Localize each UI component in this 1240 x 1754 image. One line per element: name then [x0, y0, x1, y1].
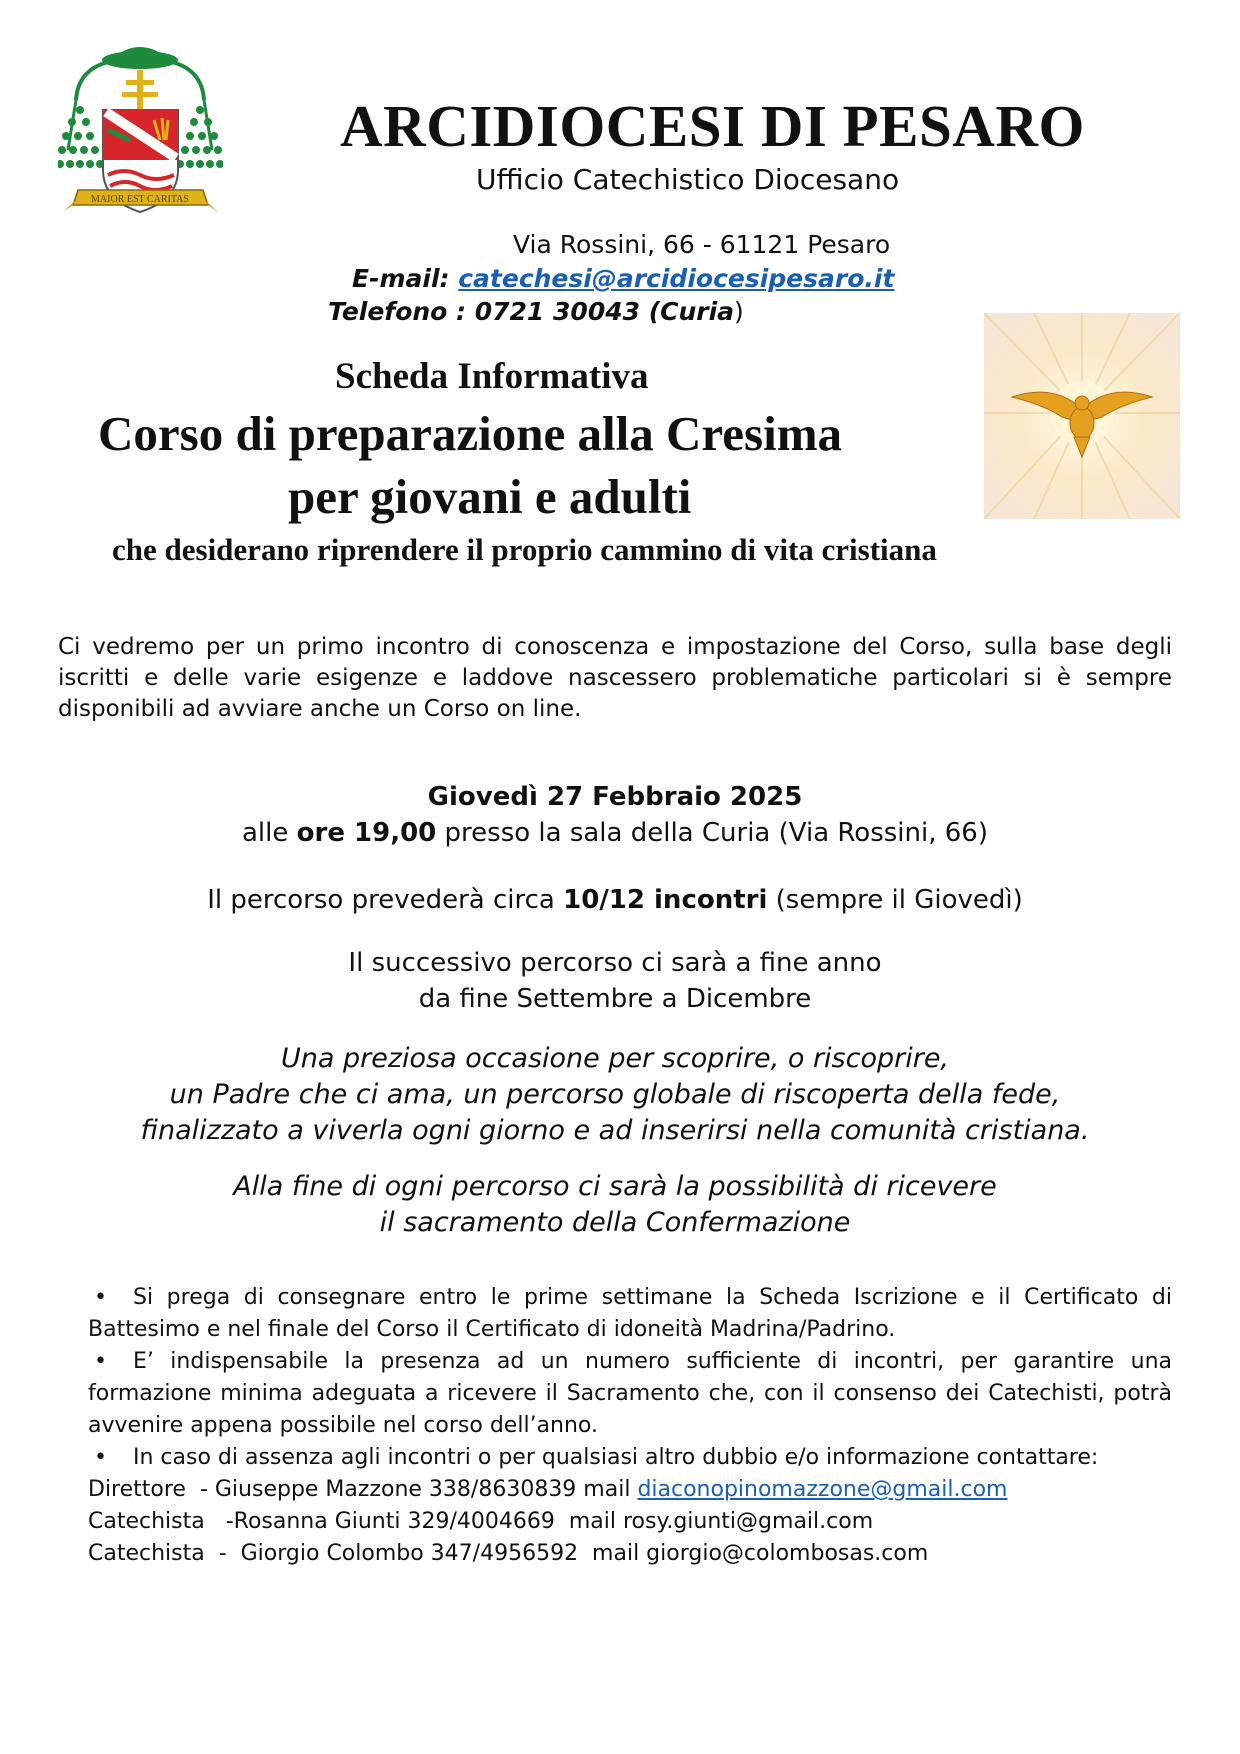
coat-of-arms	[58, 40, 223, 250]
course-title-line1: Corso di preparazione alla Cresima	[98, 406, 843, 461]
first-meeting-date: Giovedì 27 Febbraio 2025	[427, 782, 803, 812]
note-item	[88, 1346, 1172, 1442]
address: Via Rossini, 66 - 61121 Pesaro	[513, 230, 891, 259]
sacrament-block	[58, 1169, 1172, 1241]
contact-catechist	[88, 1538, 1172, 1570]
note-text: Si prega di consegnare entro le prime settimane la Scheda Iscrizione e il Certificato di Battesimo e nel finale del Corso il Certificato di idoneità Madrina/Padrino.	[88, 1285, 1172, 1342]
time-prefix: alle	[242, 818, 297, 848]
contact-text: Catechista -Rosanna Giunti 329/4004669 mail rosy.giunti@gmail.com	[88, 1509, 874, 1534]
plan-bold: 10/12 incontri	[563, 885, 768, 915]
sacrament-line1: Alla fine di ogni percorso ci sarà la possibilità di ricevere	[233, 1171, 997, 1202]
time-suffix: presso la sala della Curia (Via Rossini, 66)	[436, 818, 988, 848]
sacrament-line2: il sacramento della Confermazione	[379, 1207, 851, 1238]
course-title-line2: per giovani e adulti	[288, 469, 692, 524]
notes-list	[88, 1282, 1172, 1570]
next-line1: Il successivo percorso ci sarà a fine anno	[348, 948, 882, 978]
phone-close: )	[734, 297, 744, 326]
plan-prefix: Il percorso prevederà circa	[207, 885, 564, 915]
note-text: E’ indispensabile la presenza ad un numero sufficiente di incontri, per garantire una formazione minima adeguata a ricevere il Sacramento che, con il consenso dei Catechisti, potrà avvenire appena possibile nel corso dell’anno.	[88, 1349, 1172, 1438]
quote-line1: Una preziosa occasione per scoprire, o riscoprire,	[280, 1043, 950, 1074]
course-plan	[58, 882, 1172, 918]
note-item	[88, 1442, 1172, 1474]
next-line2: da fine Settembre a Dicembre	[418, 984, 812, 1014]
meeting-time-place	[58, 815, 1172, 851]
email-link[interactable]: catechesi@arcidiocesipesaro.it	[458, 264, 895, 293]
director-email-link[interactable]: diaconopinomazzone@gmail.com	[637, 1477, 1008, 1502]
contact-catechist	[88, 1506, 1172, 1538]
diocese-title: ARCIDIOCESI DI PESARO	[340, 93, 1085, 159]
time-bold: ore 19,00	[296, 818, 437, 848]
holy-spirit-dove-image	[984, 313, 1180, 519]
intro-paragraph: Ci vedremo per un primo incontro di conoscenza e impostazione del Corso, sulla base degli iscritti e delle varie esigenze e laddove nascessero problematiche particolari si è sempre disponibili ad avviare anche un Corso on line.	[58, 634, 1172, 722]
bullet: •	[94, 1445, 107, 1470]
contact-director	[88, 1474, 1172, 1506]
quote-line2: un Padre che ci ama, un percorso globale di riscoperta della fede,	[169, 1079, 1061, 1110]
contact-text: Direttore - Giuseppe Mazzone 338/8630839 mail	[88, 1477, 638, 1502]
bullet: •	[94, 1285, 107, 1310]
document-type: Scheda Informativa	[335, 356, 649, 397]
note-item	[88, 1282, 1172, 1346]
plan-suffix: (sempre il Giovedì)	[767, 885, 1023, 915]
office-name: Ufficio Catechistico Diocesano	[476, 163, 900, 196]
email-label: E-mail:	[352, 264, 459, 293]
next-course	[58, 945, 1172, 1017]
phone-text: Telefono : 0721 30043 (Curia	[328, 297, 735, 326]
bullet: •	[94, 1349, 107, 1374]
contact-text: Catechista - Giorgio Colombo 347/4956592 mail giorgio@colombosas.com	[88, 1541, 929, 1566]
phone-line	[328, 297, 744, 326]
quote-block	[58, 1041, 1172, 1149]
quote-line3: finalizzato a viverla ogni giorno e ad inserirsi nella comunità cristiana.	[140, 1115, 1090, 1146]
email-line	[352, 264, 894, 293]
note-text: In caso di assenza agli incontri o per qualsiasi altro dubbio e/o informazione contattare:	[133, 1445, 1099, 1470]
course-subtitle: che desiderano riprendere il proprio cammino di vita cristiana	[112, 532, 937, 567]
motto-text: MAIOR EST CARITAS	[91, 194, 189, 205]
